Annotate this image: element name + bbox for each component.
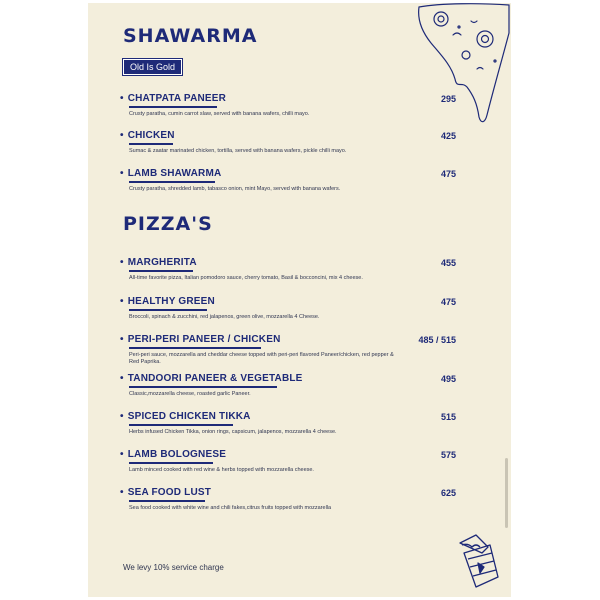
item-desc: Crusty paratha, cumin carrot slaw, served with banana wafers, chilli mayo. (129, 110, 310, 117)
item-underline (129, 386, 277, 388)
menu-item: • HEALTHY GREEN Broccoli, spinach & zucchini, red jalapenos, green olive, mozzarella 4 Cheese. 475 (120, 296, 456, 320)
item-underline (129, 462, 213, 464)
item-price: 625 (440, 488, 456, 498)
item-underline (129, 309, 207, 311)
item-name: HEALTHY GREEN (127, 296, 215, 307)
item-price: 485 / 515 (418, 335, 456, 345)
old-is-gold-badge: Old Is Gold (123, 59, 182, 75)
item-name: PERI-PERI PANEER / CHICKEN (127, 334, 281, 345)
item-name: CHICKEN (127, 130, 175, 141)
item-underline (129, 424, 233, 426)
menu-item: • TANDOORI PANEER & VEGETABLE Classic,mozzarella cheese, roasted garlic Paneer. 495 (120, 373, 456, 397)
item-price: 295 (440, 94, 456, 104)
item-name: LAMB BOLOGNESE (127, 449, 227, 460)
item-desc: Peri-peri sauce, mozzarella and cheddar cheese topped with peri-peri flavored Paneer/chicken, red pepper & Red Paprika. (129, 351, 394, 365)
item-name: SEA FOOD LUST (127, 487, 212, 498)
menu-item: • LAMB BOLOGNESE Lamb minced cooked with red wine & herbs topped with mozzarella cheese. 575 (120, 449, 456, 473)
item-price: 475 (440, 297, 456, 307)
menu-item: • CHICKEN Sumac & zaatar marinated chicken, tortilla, served with banana wafers, pickle chilli mayo. 425 (120, 130, 456, 154)
section-title-pizzas: PIZZA'S (123, 213, 213, 235)
item-name: TANDOORI PANEER & VEGETABLE (127, 373, 303, 384)
item-price: 495 (440, 374, 456, 384)
menu-item: • LAMB SHAWARMA Crusty paratha, shredded lamb, tabasco onion, mint Mayo, served with banana wafers. 475 (120, 168, 456, 192)
item-price: 575 (440, 450, 456, 460)
menu-item: • MARGHERITA All-time favorite pizza, Italian pomodoro sauce, cherry tomato, Basil & bocconcini, mix 4 cheese. 455 (120, 257, 456, 281)
item-desc: Classic,mozzarella cheese, roasted garlic Paneer. (129, 390, 251, 397)
item-price: 515 (440, 412, 456, 422)
item-price: 425 (440, 131, 456, 141)
menu-page (88, 3, 511, 597)
item-name: MARGHERITA (127, 257, 197, 268)
menu-item: • SEA FOOD LUST Sea food cooked with white wine and chili fakes,citrus fruits topped with mozzarella 625 (120, 487, 456, 511)
item-underline (129, 181, 215, 183)
section-title-shawarma: SHAWARMA (123, 25, 258, 47)
menu-item: • CHATPATA PANEER Crusty paratha, cumin carrot slaw, served with banana wafers, chilli mayo. 295 (120, 93, 456, 117)
item-desc: Crusty paratha, shredded lamb, tabasco onion, mint Mayo, served with banana wafers. (129, 185, 341, 192)
item-name: CHATPATA PANEER (127, 93, 227, 104)
service-charge-note: We levy 10% service charge (123, 563, 224, 572)
item-desc: Sumac & zaatar marinated chicken, tortilla, served with banana wafers, pickle chilli mayo. (129, 147, 347, 154)
menu-item: • PERI-PERI PANEER / CHICKEN Peri-peri sauce, mozzarella and cheddar cheese topped with peri-peri flavored Paneer/chicken, red pepper & Red Paprika. 485 / 515 (120, 334, 456, 365)
item-underline (129, 106, 217, 108)
item-name: LAMB SHAWARMA (127, 168, 222, 179)
item-underline (129, 500, 205, 502)
item-price: 475 (440, 169, 456, 179)
item-desc: Sea food cooked with white wine and chili fakes,citrus fruits topped with mozzarella (129, 504, 332, 511)
item-desc: Herbs infused Chicken Tikka, onion rings, capsicum, jalapenos, mozzarella 4 cheese. (129, 428, 337, 435)
scrollbar[interactable] (505, 458, 508, 528)
item-underline (129, 270, 193, 272)
item-desc: Lamb minced cooked with red wine & herbs topped with mozzarella cheese. (129, 466, 314, 473)
item-underline (129, 347, 261, 349)
item-price: 455 (440, 258, 456, 268)
item-name: SPICED CHICKEN TIKKA (127, 411, 251, 422)
item-underline (129, 143, 173, 145)
item-desc: Broccoli, spinach & zucchini, red jalapenos, green olive, mozzarella 4 Cheese. (129, 313, 320, 320)
shawarma-wrap-icon (454, 533, 502, 589)
menu-item: • SPICED CHICKEN TIKKA Herbs infused Chicken Tikka, onion rings, capsicum, jalapenos, mozzarella 4 cheese. 515 (120, 411, 456, 435)
item-desc: All-time favorite pizza, Italian pomodoro sauce, cherry tomato, Basil & bocconcini, mix 4 cheese. (129, 274, 363, 281)
